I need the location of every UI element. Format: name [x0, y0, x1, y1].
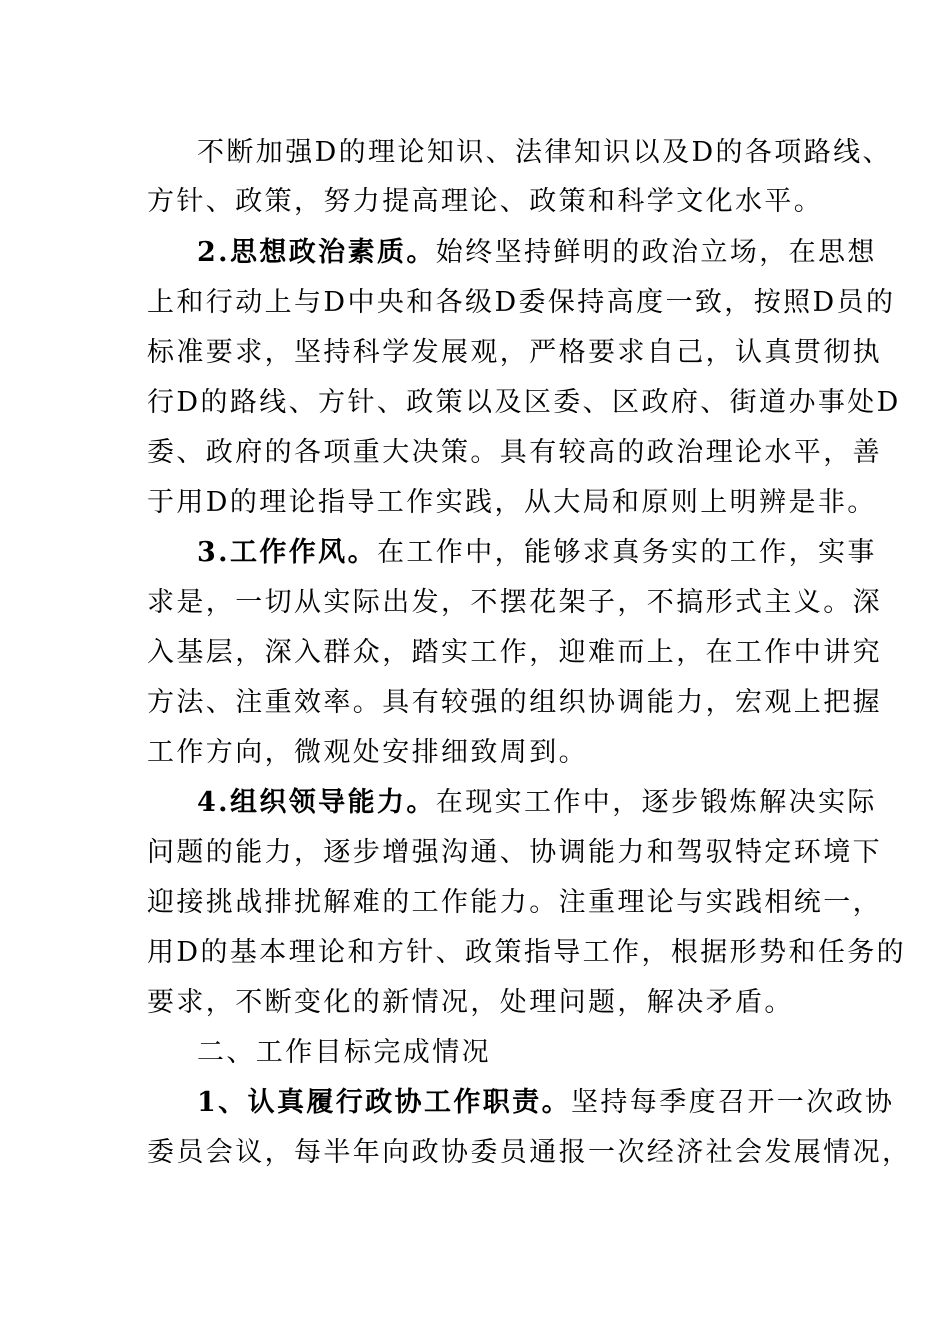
paragraph-line: 方法、注重效率。具有较强的组织协调能力，宏观上把握 [147, 687, 882, 718]
paragraph-line: 问题的能力，逐步增强沟通、协调能力和驾驭特定环境下 [147, 837, 882, 868]
paragraph-line: 标准要求，坚持科学发展观，严格要求自己，认真贯彻执 [147, 337, 882, 368]
section-text: 在现实工作中，逐步锻炼解决实际 [435, 787, 877, 818]
paragraph-line: 用D的基本理论和方针、政策指导工作，根据形势和任务的 [147, 937, 907, 968]
paragraph-line: 工作方向，微观处安排细致周到。 [147, 737, 588, 768]
paragraph-line: 于用D的理论指导工作实践，从大局和原则上明辨是非。 [147, 487, 877, 518]
paragraph-line: 行D的路线、方针、政策以及区委、区政府、街道办事处D [147, 387, 901, 418]
paragraph-line: 不断加强D的理论知识、法律知识以及D的各项路线、 [197, 137, 892, 168]
paragraph-line: 要求，不断变化的新情况，处理问题，解决矛盾。 [147, 987, 794, 1018]
section-text: 坚持每季度召开一次政协 [571, 1087, 895, 1118]
paragraph-line: 迎接挑战排扰解难的工作能力。注重理论与实践相统一， [147, 887, 882, 918]
section-heading: 2.思想政治素质。 [197, 237, 436, 268]
paragraph-line: 求是，一切从实际出发，不摆花架子，不搞形式主义。深 [147, 587, 882, 618]
section-line-work-style [197, 536, 877, 570]
section-text: 在工作中，能够求真务实的工作，实事 [377, 537, 877, 568]
section-heading: 4.组织领导能力。 [197, 787, 436, 818]
paragraph-line: 方针、政策，努力提高理论、政策和科学文化水平。 [147, 186, 824, 217]
chapter-heading: 二、工作目标完成情况 [197, 1037, 491, 1068]
paragraph-line: 委员会议，每半年向政协委员通报一次经济社会发展情况， [147, 1137, 912, 1168]
paragraph-line: 入基层，深入群众，踏实工作，迎难而上，在工作中讲究 [147, 637, 882, 668]
section-text: 始终坚持鲜明的政治立场，在思想 [435, 237, 877, 268]
section-heading: 3.工作作风。 [197, 537, 377, 568]
section-line-thought-politics [197, 236, 877, 270]
section-line-cppcc-duties [197, 1086, 894, 1120]
paragraph-line: 上和行动上与D中央和各级D委保持高度一致，按照D员的 [147, 287, 896, 318]
section-heading: 1、认真履行政协工作职责。 [197, 1087, 571, 1118]
section-line-leadership [197, 786, 877, 820]
paragraph-line: 委、政府的各项重大决策。具有较高的政治理论水平，善 [147, 437, 882, 468]
